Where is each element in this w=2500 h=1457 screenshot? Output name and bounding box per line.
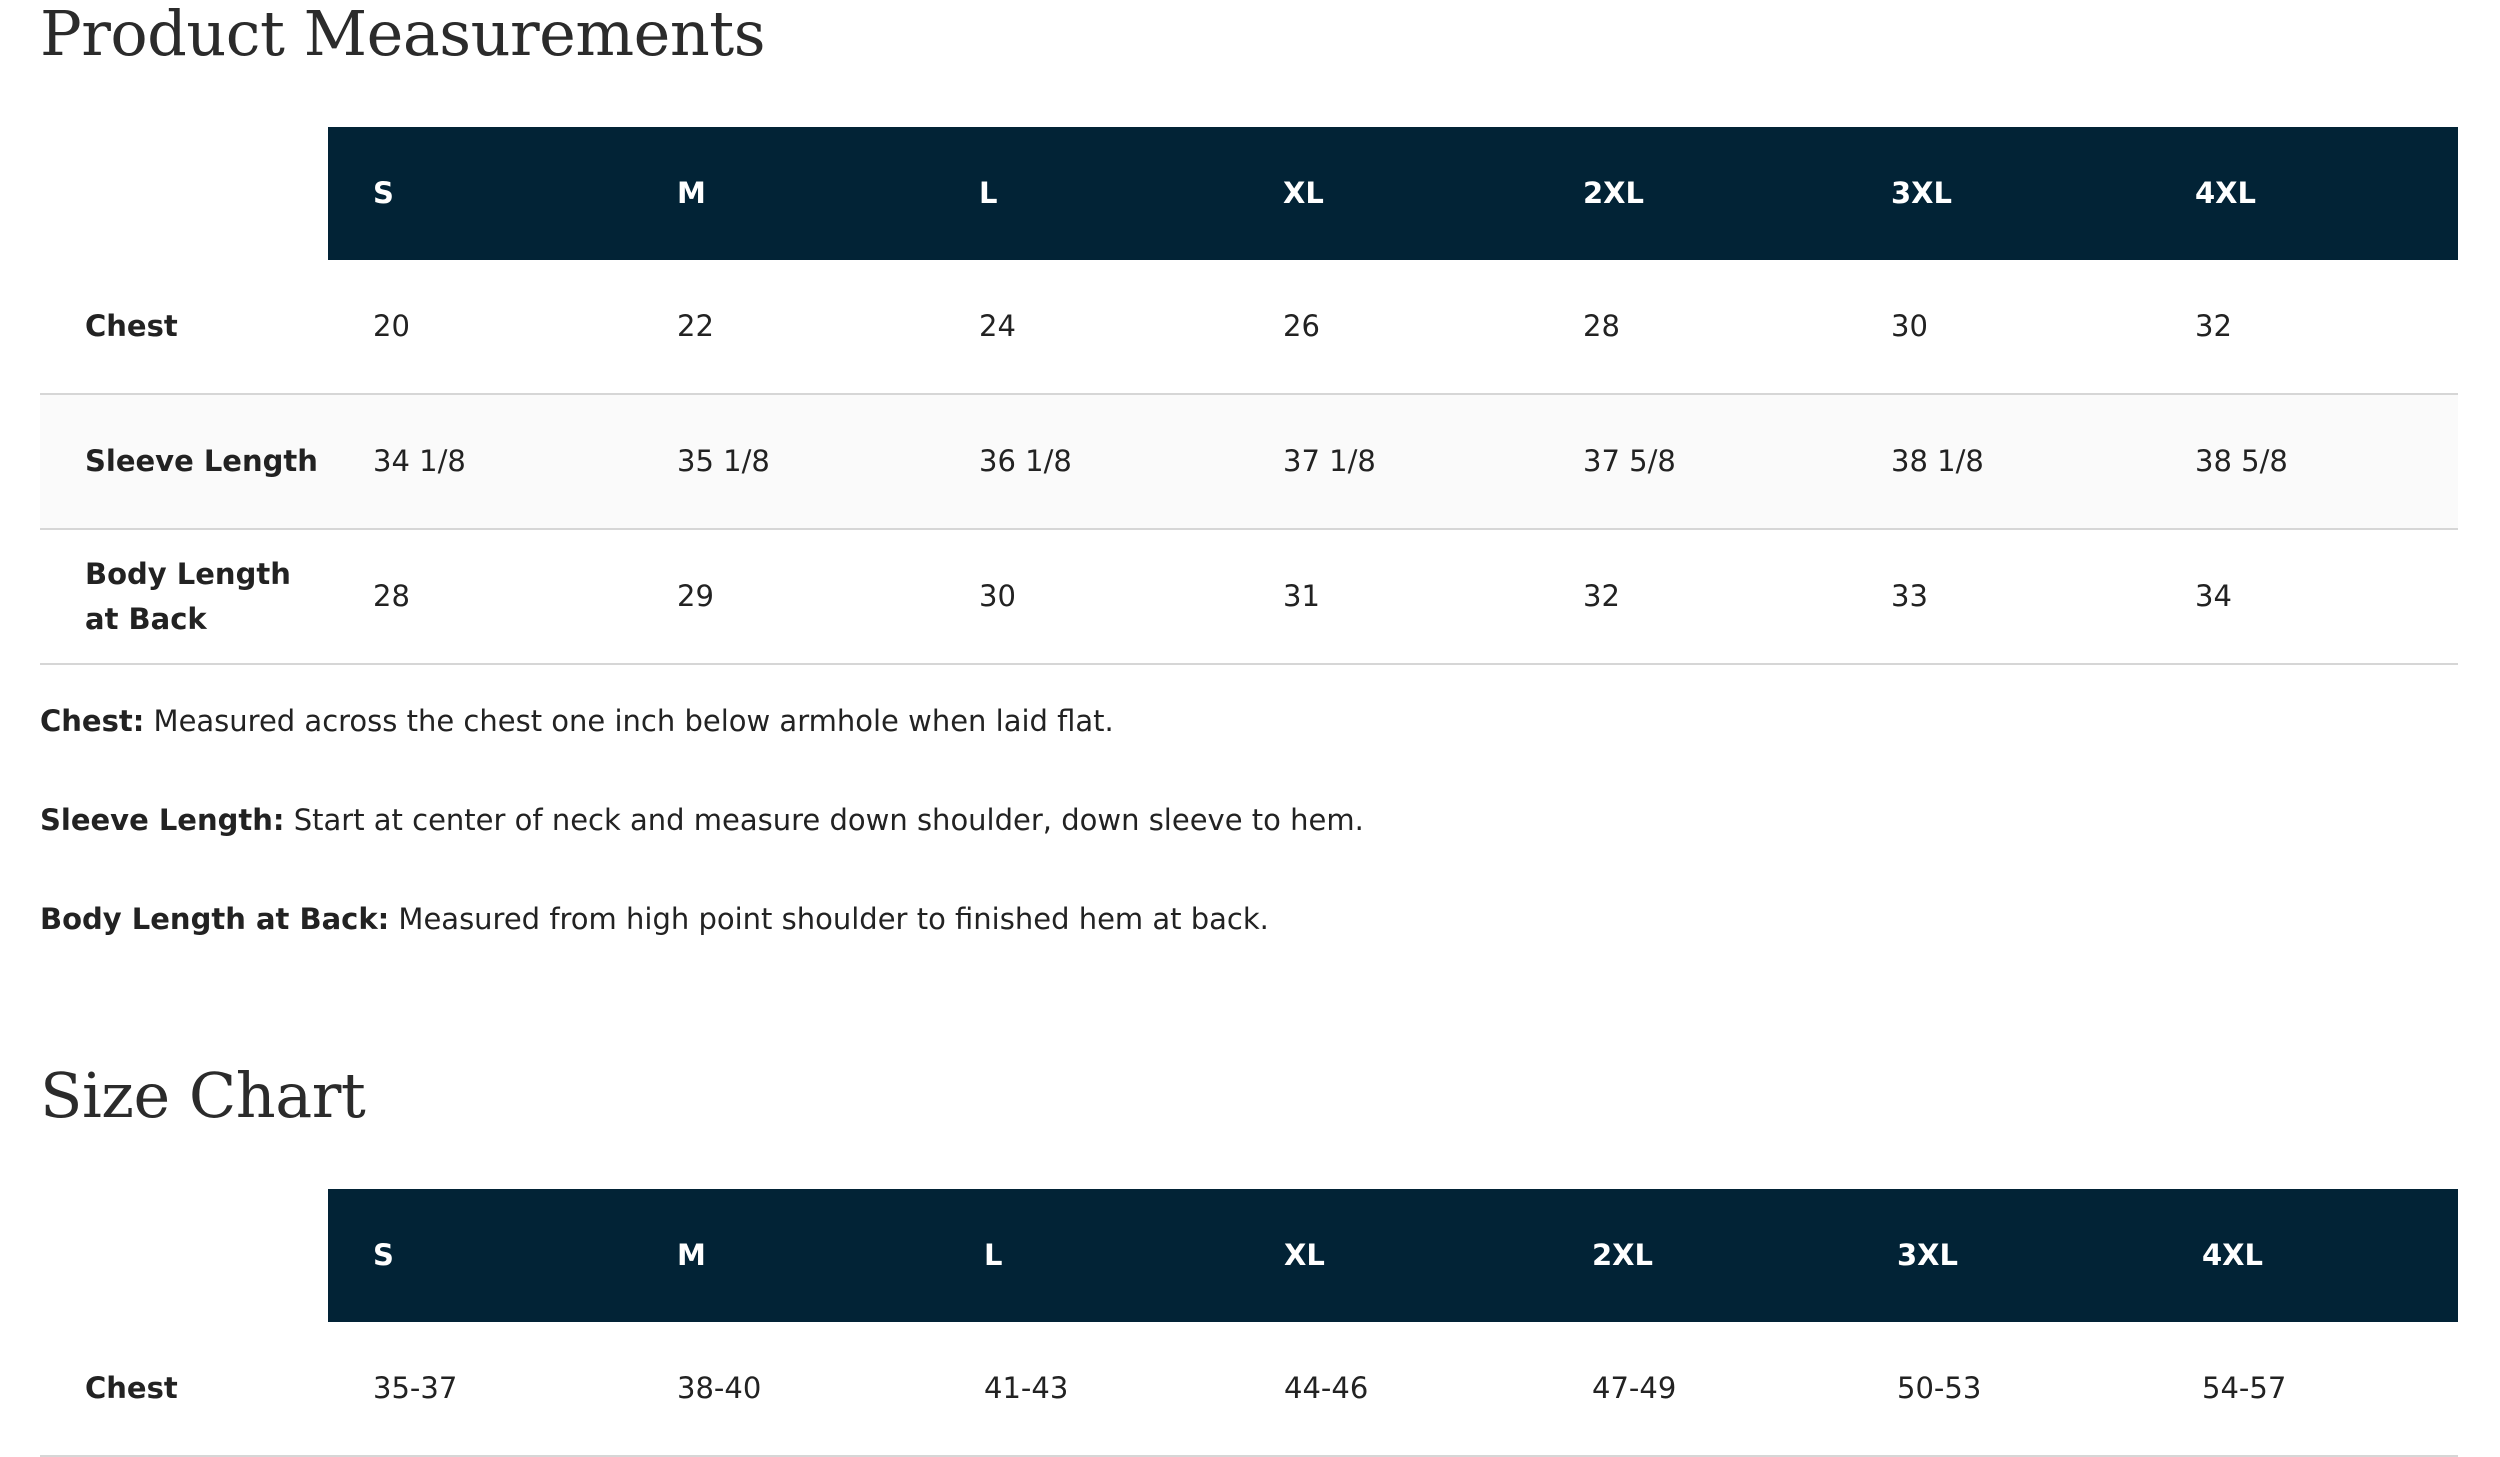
table-cell: 22	[632, 260, 934, 394]
size-header-m: M	[632, 127, 934, 260]
size-header-xl: XL	[1238, 127, 1538, 260]
note-chest	[40, 703, 2458, 739]
table-cell: 38-40	[632, 1322, 939, 1456]
product-measurements-section	[40, 0, 2458, 960]
measurement-notes	[40, 703, 2458, 1000]
table-cell: 34 1/8	[328, 394, 632, 529]
size-header-l: L	[939, 1189, 1239, 1322]
table-cell: 38 1/8	[1846, 394, 2150, 529]
size-header-s: S	[328, 127, 632, 260]
table-row-sleeve-length	[40, 394, 2458, 529]
size-header-2xl: 2XL	[1547, 1189, 1852, 1322]
size-chart-section	[40, 1060, 2458, 1456]
size-chart-table	[40, 1189, 2458, 1457]
size-header-3xl: 3XL	[1846, 127, 2150, 260]
size-header-m: M	[632, 1189, 939, 1322]
row-label-body-length: Body Length at Back	[40, 529, 328, 664]
row-label-sleeve-length: Sleeve Length	[40, 394, 328, 529]
note-sleeve-length	[40, 802, 2458, 838]
size-header-xl: XL	[1239, 1189, 1547, 1322]
table-cell: 35-37	[328, 1322, 632, 1456]
row-label-chest: Chest	[40, 1322, 328, 1456]
table-cell: 29	[632, 529, 934, 664]
size-header-s: S	[328, 1189, 632, 1322]
table-cell: 32	[2150, 260, 2458, 394]
table-cell: 54-57	[2157, 1322, 2458, 1456]
table-cell: 20	[328, 260, 632, 394]
table-cell: 28	[328, 529, 632, 664]
size-header-row	[40, 127, 2458, 260]
table-cell: 33	[1846, 529, 2150, 664]
table-cell: 24	[934, 260, 1238, 394]
product-measurements-title: Product Measurements	[40, 0, 766, 70]
table-cell: 36 1/8	[934, 394, 1238, 529]
table-cell: 47-49	[1547, 1322, 1852, 1456]
table-cell: 30	[1846, 260, 2150, 394]
header-corner	[40, 1189, 328, 1322]
table-cell: 31	[1238, 529, 1538, 664]
table-cell: 38 5/8	[2150, 394, 2458, 529]
table-cell: 30	[934, 529, 1238, 664]
product-measurements-table	[40, 127, 2458, 665]
note-text: Measured from high point shoulder to finished hem at back.	[389, 902, 1269, 936]
note-text: Measured across the chest one inch below armhole when laid flat.	[144, 704, 1114, 738]
table-cell: 50-53	[1852, 1322, 2157, 1456]
table-row-chest	[40, 1322, 2458, 1456]
table-cell: 41-43	[939, 1322, 1239, 1456]
table-row-body-length	[40, 529, 2458, 664]
size-header-2xl: 2XL	[1538, 127, 1846, 260]
table-cell: 37 1/8	[1238, 394, 1538, 529]
size-header-l: L	[934, 127, 1238, 260]
note-term: Body Length at Back:	[40, 902, 390, 936]
size-chart-title: Size Chart	[40, 1059, 366, 1132]
table-cell: 37 5/8	[1538, 394, 1846, 529]
table-cell: 32	[1538, 529, 1846, 664]
size-header-row	[40, 1189, 2458, 1322]
note-body-length	[40, 901, 2458, 937]
size-header-3xl: 3XL	[1852, 1189, 2157, 1322]
row-label-chest: Chest	[40, 260, 328, 394]
size-header-4xl: 4XL	[2150, 127, 2458, 260]
size-header-4xl: 4XL	[2157, 1189, 2458, 1322]
table-cell: 35 1/8	[632, 394, 934, 529]
table-cell: 28	[1538, 260, 1846, 394]
note-term: Sleeve Length:	[40, 803, 285, 837]
table-cell: 34	[2150, 529, 2458, 664]
note-term: Chest:	[40, 704, 145, 738]
table-row-chest	[40, 260, 2458, 394]
table-cell: 26	[1238, 260, 1538, 394]
note-text: Start at center of neck and measure down shoulder, down sleeve to hem.	[284, 803, 1364, 837]
header-corner	[40, 127, 328, 260]
table-cell: 44-46	[1239, 1322, 1547, 1456]
